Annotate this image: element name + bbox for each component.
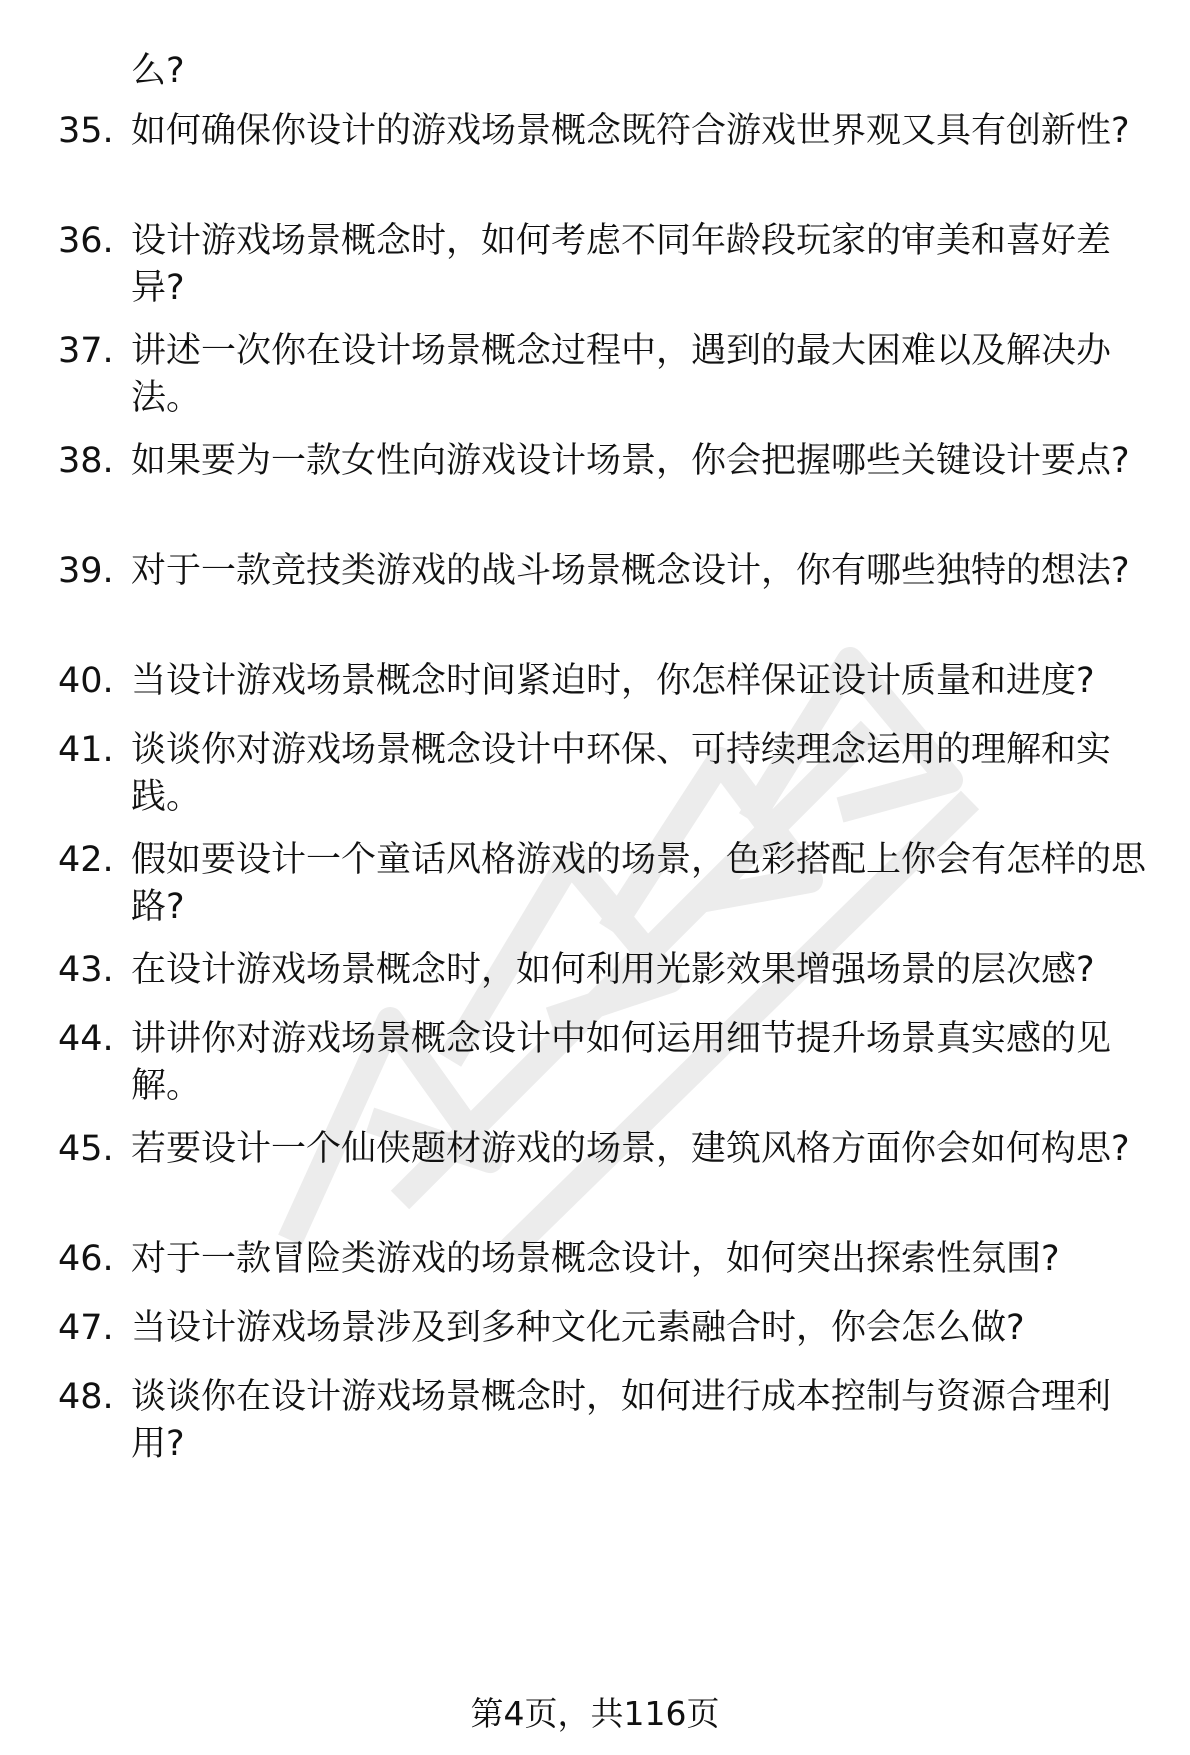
question-text: 对于一款冒险类游戏的场景概念设计，如何突出探索性氛围?	[131, 1239, 1060, 1279]
question-text: 讲述一次你在设计场景概念过程中，遇到的最大困难以及解决办法。	[131, 331, 1112, 418]
question-text: 设计游戏场景概念时，如何考虑不同年龄段玩家的审美和喜好差异?	[131, 221, 1112, 308]
question-text: 谈谈你在设计游戏场景概念时，如何进行成本控制与资源合理利用?	[131, 1377, 1112, 1464]
question-number: 47.	[58, 1308, 114, 1348]
question-text: 假如要设计一个童话风格游戏的场景，色彩搭配上你会有怎样的思路?	[131, 840, 1147, 927]
question-number: 38.	[58, 441, 114, 481]
question-number: 46.	[58, 1239, 114, 1279]
question-number: 40.	[58, 661, 114, 701]
question-number: 48.	[58, 1377, 114, 1417]
question-number: 39.	[58, 551, 114, 591]
question-text: 若要设计一个仙侠题材游戏的场景，建筑风格方面你会如何构思?	[131, 1129, 1130, 1169]
continued-question-text: 么?	[131, 51, 185, 91]
question-text: 当设计游戏场景涉及到多种文化元素融合时，你会怎么做?	[131, 1308, 1025, 1348]
question-text: 谈谈你对游戏场景概念设计中环保、可持续理念运用的理解和实践。	[131, 730, 1112, 817]
question-number: 37.	[58, 331, 114, 371]
question-number: 45.	[58, 1129, 114, 1169]
question-text: 讲讲你对游戏场景概念设计中如何运用细节提升场景真实感的见解。	[131, 1019, 1112, 1106]
question-number: 35.	[58, 111, 114, 151]
question-text: 如果要为一款女性向游戏设计场景，你会把握哪些关键设计要点?	[131, 441, 1130, 481]
page-number-footer: 第4页，共116页	[470, 1694, 720, 1733]
question-number: 36.	[58, 221, 114, 261]
question-number: 44.	[58, 1019, 114, 1059]
question-text: 如何确保你设计的游戏场景概念既符合游戏世界观又具有创新性?	[131, 111, 1130, 151]
question-text: 对于一款竞技类游戏的战斗场景概念设计，你有哪些独特的想法?	[131, 551, 1130, 591]
question-number: 42.	[58, 840, 114, 880]
question-number: 43.	[58, 950, 114, 990]
question-number: 41.	[58, 730, 114, 770]
question-text: 当设计游戏场景概念时间紧迫时，你怎样保证设计质量和进度?	[131, 661, 1095, 701]
question-text: 在设计游戏场景概念时，如何利用光影效果增强场景的层次感?	[131, 950, 1095, 990]
